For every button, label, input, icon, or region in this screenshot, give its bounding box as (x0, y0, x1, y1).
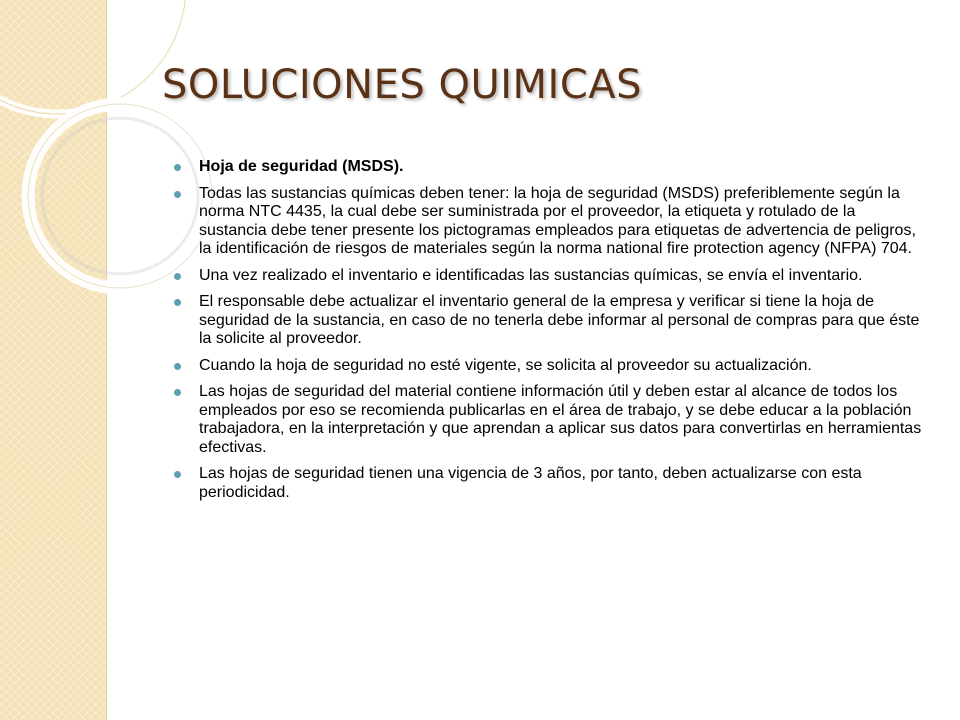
bullet-list (172, 158, 924, 510)
bullet-item-update-inventory: El responsable debe actualizar el inventario general de la empresa y verificar si tiene la hoja de seguridad de la sustancia, en caso de no tenerla debe informar al personal de compras para que éste la solicite al proveedor. (172, 293, 924, 349)
bullet-item-inventory-sent: Una vez realizado el inventario e identificadas las sustancias químicas, se envía el inventario. (172, 267, 924, 286)
bullet-item-sheet-validity: Las hojas de seguridad tienen una vigencia de 3 años, por tanto, deben actualizarse con esta periodicidad. (172, 465, 924, 502)
bullet-item-msds-heading: Hoja de seguridad (MSDS). (172, 158, 924, 177)
bullet-item-msds-requirements: Todas las sustancias químicas deben tener: la hoja de seguridad (MSDS) preferiblemente según la norma NTC 4435, la cual debe ser suministrada por el proveedor, la etiqueta y rotulado de la sustancia debe tener presente los pictogramas empleados para etiquetas de advertencia de peligros, la identificación de riesgos de materiales según la norma national fire protection agency (NFPA) 704. (172, 185, 924, 259)
bullet-item-expired-sheet: Cuando la hoja de seguridad no esté vigente, se solicita al proveedor su actualización. (172, 357, 924, 376)
slide-title: SOLUCIONES QUIMICAS (162, 62, 643, 108)
bullet-item-sheet-availability: Las hojas de seguridad del material contiene información útil y deben estar al alcance de todos los empleados por eso se recomienda publicarlas en el área de trabajo, y se debe educar a la población trabajadora, en la interpretación y que aprendan a aplicar sus datos para convertirlas en herramientas efectivas. (172, 383, 924, 457)
